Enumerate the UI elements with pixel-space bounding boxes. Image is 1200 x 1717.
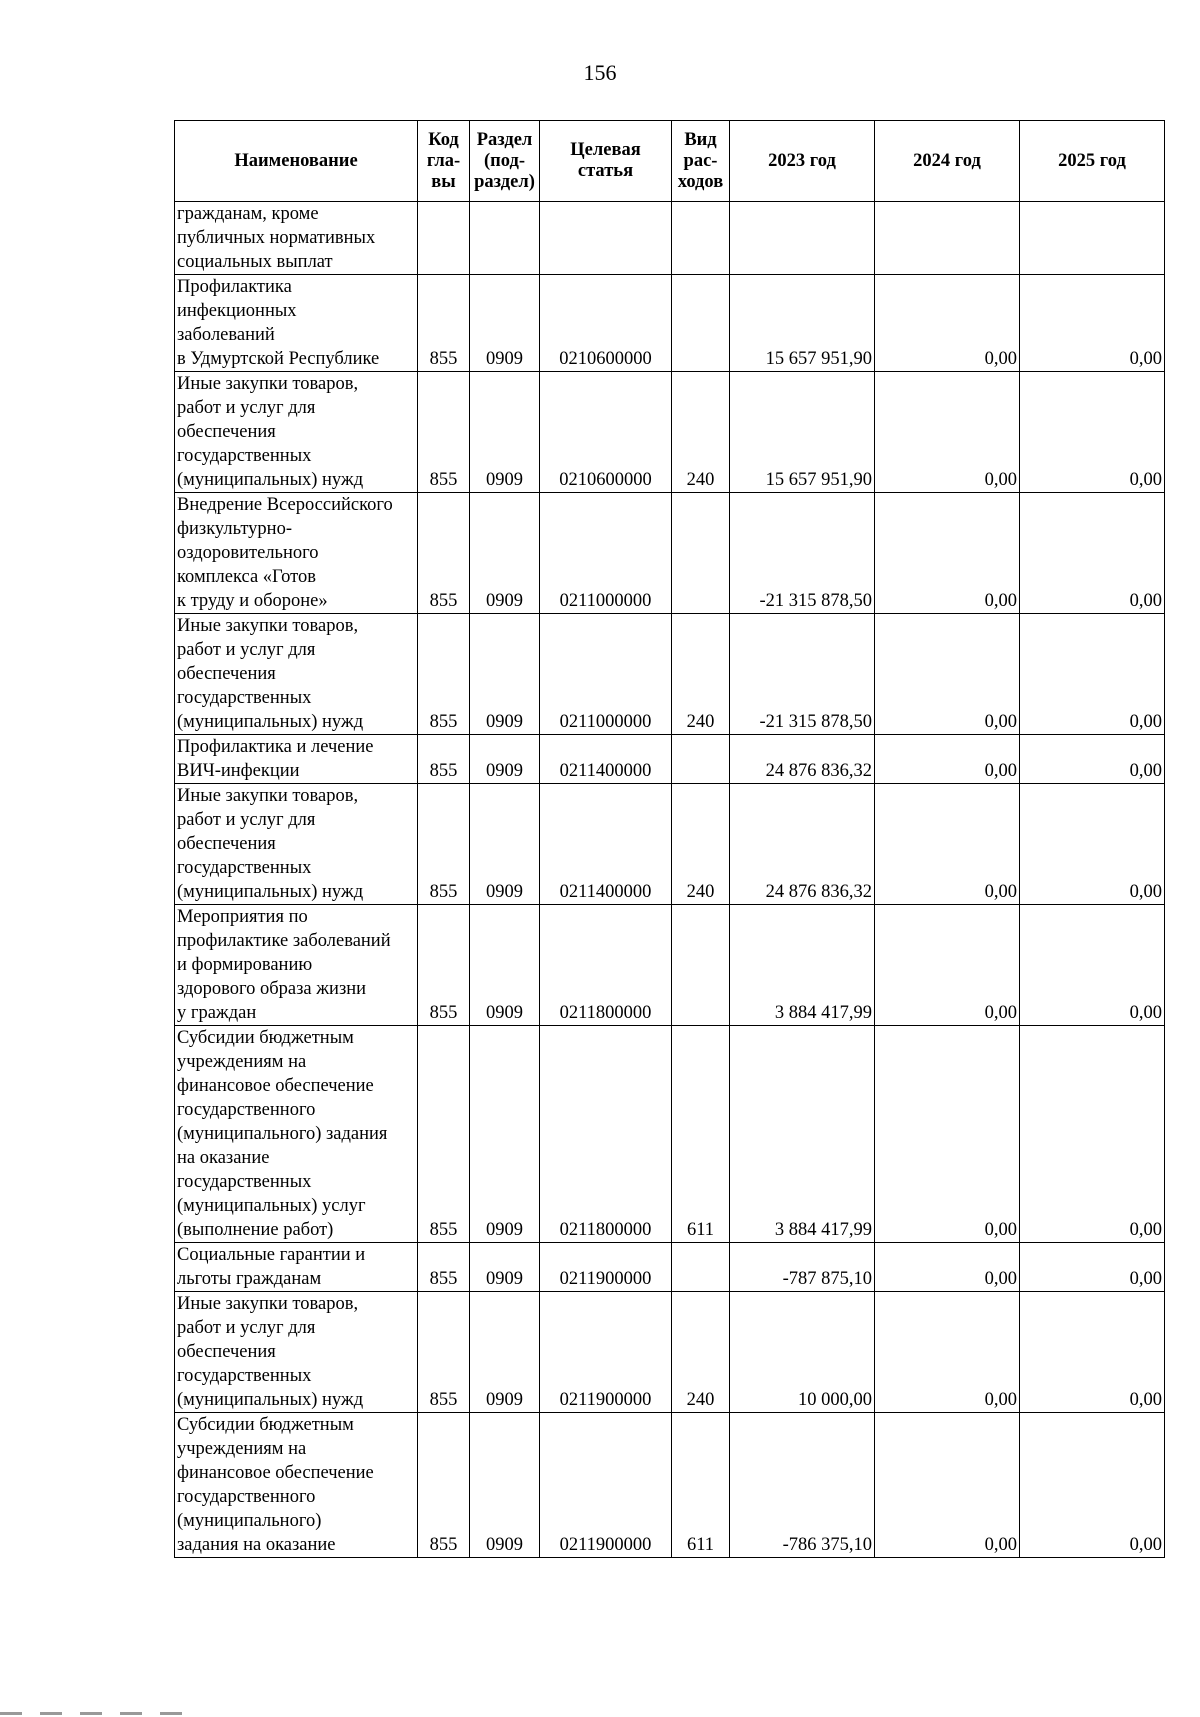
header-section-line: Раздел: [476, 129, 533, 150]
cell-section: 0909: [470, 275, 540, 372]
header-section-line: раздел): [474, 171, 535, 192]
cell-name-line: (муниципального) задания: [177, 1124, 388, 1144]
table-row: [175, 493, 1165, 614]
cell-2025: [1020, 202, 1165, 275]
cell-target: 0211000000: [540, 493, 672, 614]
cell-name-line: Мероприятия по: [177, 907, 308, 927]
cell-2024: 0,00: [875, 493, 1020, 614]
header-2025: 2025 год: [1020, 121, 1165, 202]
cell-name-line: работ и услуг для: [177, 398, 316, 418]
cell-type: [672, 202, 730, 275]
table-row: [175, 1413, 1165, 1558]
cell-name: [175, 905, 418, 1026]
cell-name-line: обеспечения: [177, 664, 276, 684]
cell-name: [175, 202, 418, 275]
cell-type: 240: [672, 1292, 730, 1413]
cell-2024: 0,00: [875, 784, 1020, 905]
cell-target: 0211900000: [540, 1413, 672, 1558]
table-row: [175, 372, 1165, 493]
cell-name-line: к труду и обороне»: [177, 591, 328, 611]
cell-section: [470, 202, 540, 275]
cell-2025: 0,00: [1020, 614, 1165, 735]
cell-section: 0909: [470, 1413, 540, 1558]
cell-2025: 0,00: [1020, 784, 1165, 905]
header-target-line: статья: [577, 161, 634, 181]
cell-name-line: Иные закупки товаров,: [177, 1294, 359, 1314]
cell-section: 0909: [470, 1026, 540, 1243]
header-type-line: ходов: [677, 171, 724, 192]
scan-edge-mark: [0, 1712, 200, 1715]
cell-code: 855: [418, 735, 470, 784]
cell-name-line: (муниципального): [177, 1511, 322, 1531]
cell-name-line: задания на оказание: [177, 1535, 336, 1555]
cell-target: 0211400000: [540, 735, 672, 784]
cell-name-line: Субсидии бюджетным: [177, 1415, 354, 1435]
budget-table: [174, 120, 1165, 1558]
cell-name-line: учреждениям на: [177, 1052, 307, 1072]
cell-type: [672, 1243, 730, 1292]
header-code-line: гла-: [426, 150, 461, 171]
cell-2024: 0,00: [875, 1292, 1020, 1413]
header-type: [672, 121, 730, 202]
cell-code: 855: [418, 493, 470, 614]
cell-2025: 0,00: [1020, 1026, 1165, 1243]
cell-name-line: обеспечения: [177, 1342, 276, 1362]
cell-target: 0211800000: [540, 1026, 672, 1243]
cell-target: 0211400000: [540, 784, 672, 905]
cell-name: [175, 493, 418, 614]
table-row: [175, 1243, 1165, 1292]
table-row: [175, 905, 1165, 1026]
cell-name-line: физкультурно-: [177, 519, 292, 539]
cell-name-line: Иные закупки товаров,: [177, 374, 359, 394]
cell-target: 0211000000: [540, 614, 672, 735]
page-number: 156: [583, 60, 617, 85]
cell-name-line: Социальные гарантии и: [177, 1245, 366, 1265]
cell-code: 855: [418, 905, 470, 1026]
cell-2024: 0,00: [875, 1026, 1020, 1243]
cell-2023: [730, 202, 875, 275]
cell-2024: 0,00: [875, 1413, 1020, 1558]
table-row: [175, 275, 1165, 372]
cell-2025: 0,00: [1020, 905, 1165, 1026]
cell-target: 0210600000: [540, 275, 672, 372]
cell-name-line: государственного: [177, 1487, 316, 1507]
cell-target: 0211900000: [540, 1243, 672, 1292]
header-code-line: Код: [428, 129, 459, 150]
cell-code: 855: [418, 1243, 470, 1292]
cell-target: [540, 202, 672, 275]
header-target: [540, 121, 672, 202]
cell-type: [672, 735, 730, 784]
cell-name-line: на оказание: [177, 1148, 270, 1168]
cell-name: [175, 372, 418, 493]
cell-code: 855: [418, 784, 470, 905]
cell-name-line: Профилактика: [177, 277, 292, 297]
cell-code: 855: [418, 275, 470, 372]
table-row: [175, 784, 1165, 905]
cell-2025: 0,00: [1020, 735, 1165, 784]
cell-name-line: (муниципальных) услуг: [177, 1196, 366, 1216]
cell-2023: 24 876 836,32: [730, 735, 875, 784]
cell-2023: -787 875,10: [730, 1243, 875, 1292]
header-target-line: Целевая: [570, 140, 641, 160]
cell-type: [672, 905, 730, 1026]
cell-name-line: (выполнение работ): [177, 1220, 334, 1240]
cell-code: [418, 202, 470, 275]
cell-name: [175, 1243, 418, 1292]
cell-section: 0909: [470, 493, 540, 614]
cell-name-line: (муниципальных) нужд: [177, 1390, 364, 1410]
cell-type: 611: [672, 1026, 730, 1243]
cell-2024: [875, 202, 1020, 275]
cell-code: 855: [418, 372, 470, 493]
header-section: [470, 121, 540, 202]
header-2024: 2024 год: [875, 121, 1020, 202]
cell-name-line: обеспечения: [177, 834, 276, 854]
cell-section: 0909: [470, 905, 540, 1026]
cell-2025: 0,00: [1020, 372, 1165, 493]
cell-name-line: ВИЧ-инфекции: [177, 761, 300, 781]
cell-2023: -21 315 878,50: [730, 614, 875, 735]
cell-code: 855: [418, 1026, 470, 1243]
cell-2025: 0,00: [1020, 1292, 1165, 1413]
cell-2023: 15 657 951,90: [730, 372, 875, 493]
cell-2024: 0,00: [875, 275, 1020, 372]
header-type-line: рас-: [683, 150, 718, 171]
cell-section: 0909: [470, 614, 540, 735]
cell-2023: 24 876 836,32: [730, 784, 875, 905]
cell-section: 0909: [470, 735, 540, 784]
header-name: Наименование: [175, 121, 418, 202]
cell-2023: 3 884 417,99: [730, 905, 875, 1026]
cell-2023: -21 315 878,50: [730, 493, 875, 614]
cell-name-line: работ и услуг для: [177, 1318, 316, 1338]
cell-2023: -786 375,10: [730, 1413, 875, 1558]
header-row: [175, 121, 1165, 202]
cell-name-line: Иные закупки товаров,: [177, 786, 359, 806]
cell-name-line: государственного: [177, 1100, 316, 1120]
cell-code: 855: [418, 614, 470, 735]
table-row: [175, 1292, 1165, 1413]
cell-section: 0909: [470, 372, 540, 493]
cell-2024: 0,00: [875, 1243, 1020, 1292]
cell-name-line: оздоровительного: [177, 543, 319, 563]
cell-name-line: профилактике заболеваний: [177, 931, 391, 951]
cell-2025: 0,00: [1020, 275, 1165, 372]
cell-type: [672, 493, 730, 614]
header-code: [418, 121, 470, 202]
cell-2023: 3 884 417,99: [730, 1026, 875, 1243]
cell-name-line: комплекса «Готов: [177, 567, 316, 587]
cell-name-line: государственных: [177, 858, 312, 878]
cell-name: [175, 275, 418, 372]
cell-2025: 0,00: [1020, 1243, 1165, 1292]
header-section-line: (под-: [483, 150, 526, 171]
cell-name-line: в Удмуртской Республике: [177, 349, 380, 369]
cell-name-line: государственных: [177, 1172, 312, 1192]
table-body: [175, 202, 1165, 1558]
cell-target: 0211900000: [540, 1292, 672, 1413]
cell-name-line: учреждениям на: [177, 1439, 307, 1459]
cell-section: 0909: [470, 1292, 540, 1413]
table-row: [175, 1026, 1165, 1243]
cell-name-line: (муниципальных) нужд: [177, 882, 364, 902]
cell-name-line: работ и услуг для: [177, 640, 316, 660]
cell-name-line: социальных выплат: [177, 252, 333, 272]
cell-name-line: финансовое обеспечение: [177, 1076, 374, 1096]
cell-target: 0210600000: [540, 372, 672, 493]
header-code-line: вы: [431, 171, 456, 192]
cell-2023: 15 657 951,90: [730, 275, 875, 372]
cell-type: [672, 275, 730, 372]
cell-name-line: Субсидии бюджетным: [177, 1028, 354, 1048]
cell-type: 240: [672, 784, 730, 905]
cell-name-line: государственных: [177, 446, 312, 466]
cell-type: 611: [672, 1413, 730, 1558]
cell-type: 240: [672, 614, 730, 735]
cell-name: [175, 1413, 418, 1558]
cell-name: [175, 784, 418, 905]
cell-2023: 10 000,00: [730, 1292, 875, 1413]
table-row: [175, 735, 1165, 784]
cell-name-line: Профилактика и лечение: [177, 737, 374, 757]
cell-2025: 0,00: [1020, 1413, 1165, 1558]
cell-code: 855: [418, 1413, 470, 1558]
cell-name: [175, 1026, 418, 1243]
cell-name-line: и формированию: [177, 955, 313, 975]
cell-name-line: финансовое обеспечение: [177, 1463, 374, 1483]
cell-name-line: публичных нормативных: [177, 228, 376, 248]
cell-2025: 0,00: [1020, 493, 1165, 614]
table-row: [175, 614, 1165, 735]
cell-2024: 0,00: [875, 735, 1020, 784]
cell-name: [175, 735, 418, 784]
cell-section: 0909: [470, 784, 540, 905]
cell-name-line: Иные закупки товаров,: [177, 616, 359, 636]
header-2023: 2023 год: [730, 121, 875, 202]
cell-2024: 0,00: [875, 372, 1020, 493]
table-row: [175, 202, 1165, 275]
header-type-line: Вид: [684, 129, 717, 150]
cell-name-line: (муниципальных) нужд: [177, 712, 364, 732]
cell-name-line: инфекционных: [177, 301, 297, 321]
cell-name-line: гражданам, кроме: [177, 204, 319, 224]
cell-name: [175, 614, 418, 735]
cell-type: 240: [672, 372, 730, 493]
cell-2024: 0,00: [875, 614, 1020, 735]
cell-target: 0211800000: [540, 905, 672, 1026]
cell-name-line: заболеваний: [177, 325, 275, 345]
cell-code: 855: [418, 1292, 470, 1413]
cell-name-line: работ и услуг для: [177, 810, 316, 830]
cell-name-line: Внедрение Всероссийского: [177, 495, 393, 515]
cell-name: [175, 1292, 418, 1413]
cell-name-line: государственных: [177, 1366, 312, 1386]
cell-name-line: здорового образа жизни: [177, 979, 367, 999]
cell-name-line: у граждан: [177, 1003, 257, 1023]
cell-name-line: льготы гражданам: [177, 1269, 322, 1289]
cell-name-line: (муниципальных) нужд: [177, 470, 364, 490]
cell-2024: 0,00: [875, 905, 1020, 1026]
cell-section: 0909: [470, 1243, 540, 1292]
cell-name-line: государственных: [177, 688, 312, 708]
cell-name-line: обеспечения: [177, 422, 276, 442]
